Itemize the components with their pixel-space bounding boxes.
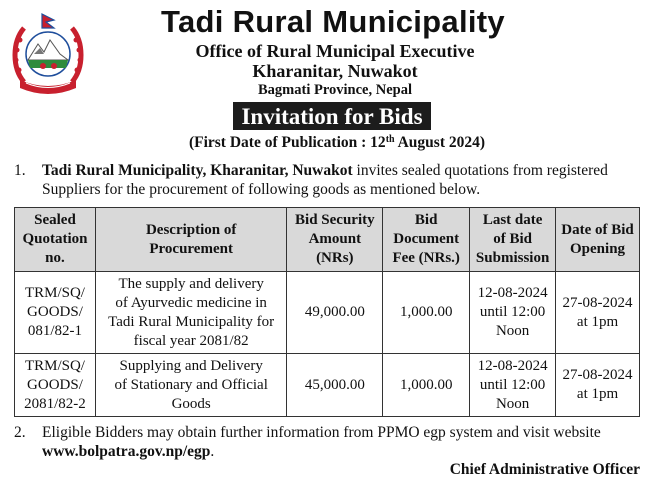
office-name: Office of Rural Municipal Executive <box>195 41 475 61</box>
header-opening-date: Date of Bid Opening <box>556 208 640 272</box>
paragraph-2 <box>14 423 644 461</box>
publication-superscript: th <box>385 134 395 145</box>
paragraph-1-number: 1. <box>14 162 26 179</box>
invitation-banner: Invitation for Bids <box>233 102 430 130</box>
table-header-row <box>15 208 640 272</box>
paragraph-2-number: 2. <box>14 424 26 441</box>
table-row <box>15 354 640 417</box>
quotation-no-cell: TRM/SQ/ GOODS/ 081/82-1 <box>15 272 96 354</box>
paragraph-1-text <box>42 161 644 199</box>
header-bid-security: Bid Security Amount (NRs) <box>287 208 383 272</box>
last-date-cell: 12-08-2024 until 12:00 Noon <box>470 272 556 354</box>
paragraph-2-body: Eligible Bidders may obtain further information from PPMO egp system and visit website <box>42 424 601 441</box>
signoff-title: Chief Administrative Officer <box>449 461 640 478</box>
office-location: Kharanitar, Nuwakot <box>252 61 418 81</box>
opening-date-cell: 27-08-2024 at 1pm <box>556 272 640 354</box>
header-document-fee: Bid Document Fee (NRs.) <box>383 208 470 272</box>
quotation-no-cell: TRM/SQ/ GOODS/ 2081/82-2 <box>15 354 96 417</box>
paragraph-2-trailing: . <box>210 443 215 460</box>
table-row <box>15 272 640 354</box>
header-last-date: Last date of Bid Submission <box>470 208 556 272</box>
header-description: Description of Procurement <box>95 208 286 272</box>
organization-title: Tadi Rural Municipality <box>161 4 505 39</box>
paragraph-1 <box>14 161 644 199</box>
document-fee-cell: 1,000.00 <box>383 272 470 354</box>
publication-suffix: August 2024) <box>394 134 486 151</box>
paragraph-1-bold-lead: Tadi Rural Municipality, Kharanitar, Nuwakot <box>42 162 353 179</box>
website-link[interactable]: www.bolpatra.gov.np/egp <box>42 443 211 460</box>
last-date-cell: 12-08-2024 until 12:00 Noon <box>470 354 556 417</box>
header-quotation-no: Sealed Quotation no. <box>15 208 96 272</box>
paragraph-1-body: invites sealed quotations from registered Suppliers for the procurement of following goods as mentioned below. <box>42 162 608 198</box>
publication-prefix: (First Date of Publication : 12 <box>188 134 386 151</box>
province-line: Bagmati Province, Nepal <box>258 82 412 98</box>
description-cell: The supply and delivery of Ayurvedic medicine in Tadi Rural Municipality for fiscal year 2081/82 <box>95 272 286 354</box>
paragraph-2-text <box>42 423 644 461</box>
document-fee-cell: 1,000.00 <box>383 354 470 417</box>
description-cell: Supplying and Delivery of Stationary and Official Goods <box>95 354 286 417</box>
bid-security-cell: 45,000.00 <box>287 354 383 417</box>
bid-security-cell: 49,000.00 <box>287 272 383 354</box>
opening-date-cell: 27-08-2024 at 1pm <box>556 354 640 417</box>
bids-table <box>14 207 640 417</box>
banner-wrapper <box>0 102 654 130</box>
publication-date <box>10 134 654 152</box>
